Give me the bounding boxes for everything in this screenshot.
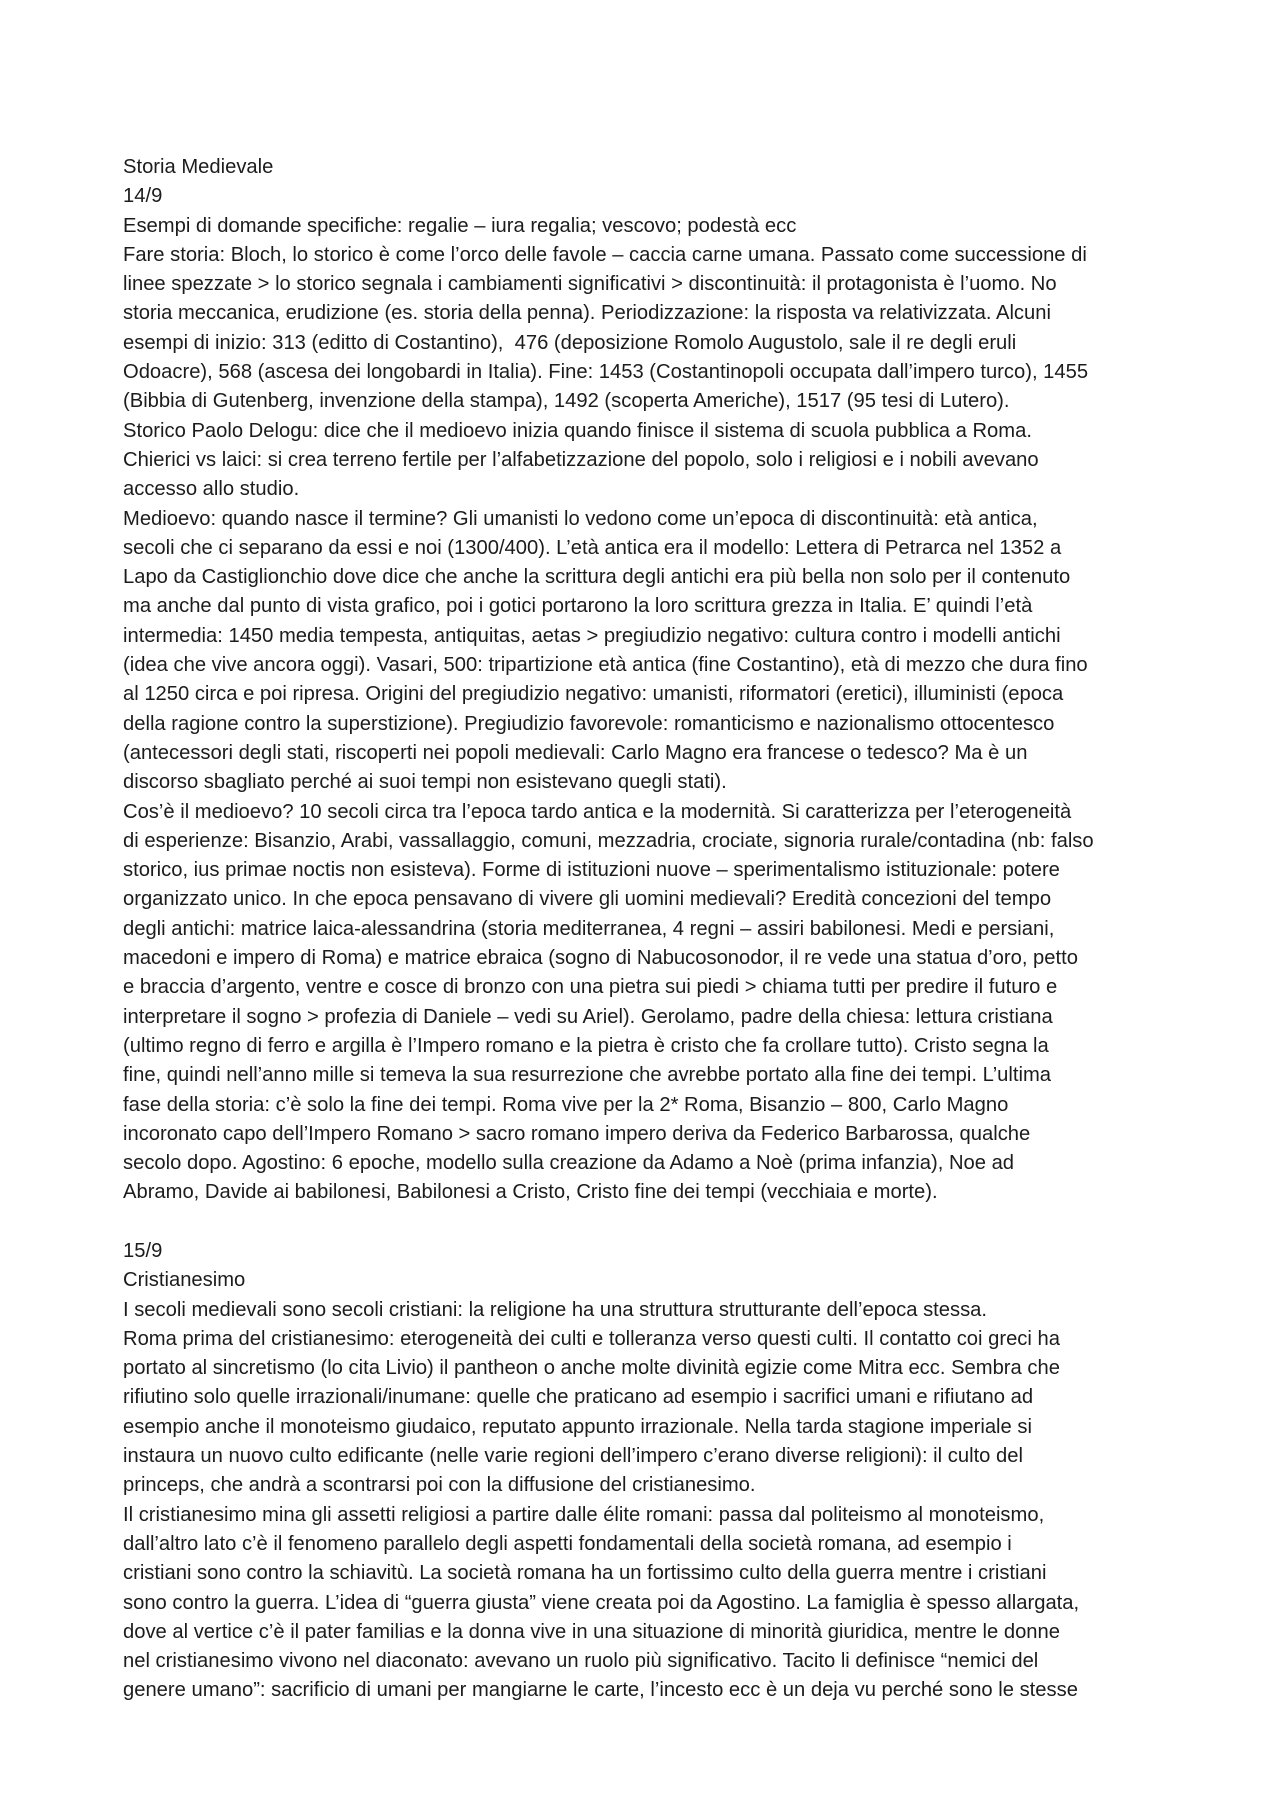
document-page [123,153,1163,1706]
section-1-body [123,212,1163,1208]
section-2-line: esempio anche il monoteismo giudaico, reputato appunto irrazionale. Nella tarda stagione imperiale si [123,1415,1032,1438]
section-heading-cristianesimo: Cristianesimo [123,1269,246,1292]
section-2-line: I secoli medievali sono secoli cristiani: la religione ha una struttura strutturante dell’epoca stessa. [123,1298,988,1321]
section-1-line: (idea che vive ancora oggi). Vasari, 500: tripartizione età antica (fine Costantino), età di mezzo che dura fino [123,654,1088,677]
section-1-line: e braccia d’argento, ventre e cosce di bronzo con una pietra sui piedi > chiama tutti per predire il futuro e [123,976,1058,999]
section-1-line: secolo dopo. Agostino: 6 epoche, modello sulla creazione da Adamo a Noè (prima infanzia), Noe ad [123,1152,1015,1175]
section-1-line: macedoni e impero di Roma) e matrice ebraica (sogno di Nabucosonodor, il re vede una statua d’oro, petto [123,947,1078,970]
section-2-line: genere umano”: sacrificio di umani per mangiarne le carte, l’incesto ecc è un deja vu perché sono le stesse [123,1679,1078,1702]
section-1-line: secoli che ci separano da essi e noi (1300/400). L’età antica era il modello: Lettera di Petrarca nel 1352 a [123,536,1062,559]
section-1-line: Esempi di domande specifiche: regalie – iura regalia; vescovo; podestà ecc [123,214,797,237]
section-1-line: fine, quindi nell’anno mille si temeva la sua resurrezione che avrebbe portato alla fine dei tempi. L’ultima [123,1064,1052,1087]
section-1-line: (Bibbia di Gutenberg, invenzione della stampa), 1492 (scoperta Americhe), 1517 (95 tesi di Lutero). [123,390,1010,413]
section-date-14-9: 14/9 [123,185,163,208]
section-date-15-9: 15/9 [123,1239,163,1262]
section-2-body [123,1296,1163,1706]
section-1-line: Cos’è il medioevo? 10 secoli circa tra l’epoca tardo antica e la modernità. Si caratterizza per l’eterogeneità [123,800,1072,823]
section-2-line: nel cristianesimo vivono nel diaconato: avevano un ruolo più significativo. Tacito li definisce “nemici del [123,1650,1039,1673]
section-2-line: sono contro la guerra. L’idea di “guerra giusta” viene creata poi da Agostino. La famiglia è spesso allargata, [123,1591,1080,1614]
section-1-line: Lapo da Castiglionchio dove dice che anche la scrittura degli antichi era più bella non solo per il contenuto [123,566,1071,589]
document-title: Storia Medievale [123,156,274,178]
section-1-line: organizzato unico. In che epoca pensavano di vivere gli uomini medievali? Eredità concezioni del tempo [123,888,1052,911]
section-1-line: storico, ius primae noctis non esisteva). Forme di istituzioni nuove – sperimentalismo istituzionale: potere [123,859,1060,882]
section-2-line: dall’altro lato c’è il fenomeno parallelo degli aspetti fondamentali della società romana, ad esempio i [123,1532,1012,1555]
section-1-line: ma anche dal punto di vista grafico, poi i gotici portarono la loro scrittura grezza in Italia. E’ quindi l’età [123,595,1033,618]
section-1-line: incoronato capo dell’Impero Romano > sacro romano impero deriva da Federico Barbarossa, qualche [123,1122,1031,1145]
section-1-line: intermedia: 1450 media tempesta, antiquitas, aetas > pregiudizio negativo: cultura contro i modelli antichi [123,624,1061,647]
section-1-line: (ultimo regno di ferro e argilla è l’Impero romano e la pietra è cristo che fa crollare tutto). Cristo segna la [123,1034,1049,1057]
paragraph-gap [123,1208,1163,1237]
section-1-line: storia meccanica, erudizione (es. storia della penna). Periodizzazione: la risposta va relativizzata. Alcuni [123,302,1051,325]
section-1-line: discorso sbagliato perché ai suoi tempi non esistevano quegli stati). [123,771,727,794]
section-1-line: Chierici vs laici: si crea terreno fertile per l’alfabetizzazione del popolo, solo i religiosi e i nobili avevano [123,448,1039,471]
section-1-line: al 1250 circa e poi ripresa. Origini del pregiudizio negativo: umanisti, riformatori (eretici), illuministi (epoca [123,683,1064,706]
section-1-line: Fare storia: Bloch, lo storico è come l’orco delle favole – caccia carne umana. Passato come successione di [123,243,1087,266]
section-1-line: (antecessori degli stati, riscoperti nei popoli medievali: Carlo Magno era francese o tedesco? Ma è un [123,741,1028,764]
section-1-line: Odoacre), 568 (ascesa dei longobardi in Italia). Fine: 1453 (Costantinopoli occupata dall’impero turco), 1455 [123,361,1089,384]
section-2-line: Roma prima del cristianesimo: eterogeneità dei culti e tolleranza verso questi culti. Il contatto coi greci ha [123,1327,1060,1350]
section-1-line: fase della storia: c’è solo la fine dei tempi. Roma vive per la 2* Roma, Bisanzio – 800, Carlo Magno [123,1093,1009,1116]
section-2-line: Il cristianesimo mina gli assetti religiosi a partire dalle élite romani: passa dal politeismo al monoteismo, [123,1503,1045,1526]
section-1-line: di esperienze: Bisanzio, Arabi, vassallaggio, comuni, mezzadria, crociate, signoria rurale/contadina (nb: falso [123,829,1094,852]
section-1-line: Medioevo: quando nasce il termine? Gli umanisti lo vedono come un’epoca di discontinuità: età antica, [123,507,1038,530]
section-1-line: linee spezzate > lo storico segnala i cambiamenti significativi > discontinuità: il protagonista è l’uomo. No [123,273,1057,296]
section-2-line: princeps, che andrà a scontrarsi poi con la diffusione del cristianesimo. [123,1474,756,1497]
section-2-line: dove al vertice c’è il pater familias e la donna vive in una situazione di minorità giuridica, mentre le donne [123,1620,1060,1643]
section-1-line: accesso allo studio. [123,478,300,501]
section-1-line: della ragione contro la superstizione). Pregiudizio favorevole: romanticismo e nazionalismo ottocentesco [123,712,1055,735]
section-1-line: esempi di inizio: 313 (editto di Costantino), 476 (deposizione Romolo Augustolo, sale il re degli eruli [123,331,1017,354]
section-2-line: cristiani sono contro la schiavitù. La società romana ha un fortissimo culto della guerra mentre i cristiani [123,1562,1047,1585]
section-1-line: degli antichi: matrice laica-alessandrina (storia mediterranea, 4 regni – assiri babilonesi. Medi e persiani, [123,917,1055,940]
section-2-line: portato al sincretismo (lo cita Livio) il pantheon o anche molte divinità egizie come Mitra ecc. Sembra che [123,1357,1060,1380]
section-1-line: interpretare il sogno > profezia di Daniele – vedi su Ariel). Gerolamo, padre della chiesa: lettura cristiana [123,1005,1053,1028]
section-2-line: rifiutino solo quelle irrazionali/inumane: quelle che praticano ad esempio i sacrifici umani e rifiutano ad [123,1386,1034,1409]
section-1-line: Abramo, Davide ai babilonesi, Babilonesi a Cristo, Cristo fine dei tempi (vecchiaia e morte). [123,1181,938,1204]
section-2-line: instaura un nuovo culto edificante (nelle varie regioni dell’impero c’erano diverse religioni): il culto del [123,1445,1023,1468]
section-1-line: Storico Paolo Delogu: dice che il medioevo inizia quando finisce il sistema di scuola pubblica a Roma. [123,419,1032,442]
